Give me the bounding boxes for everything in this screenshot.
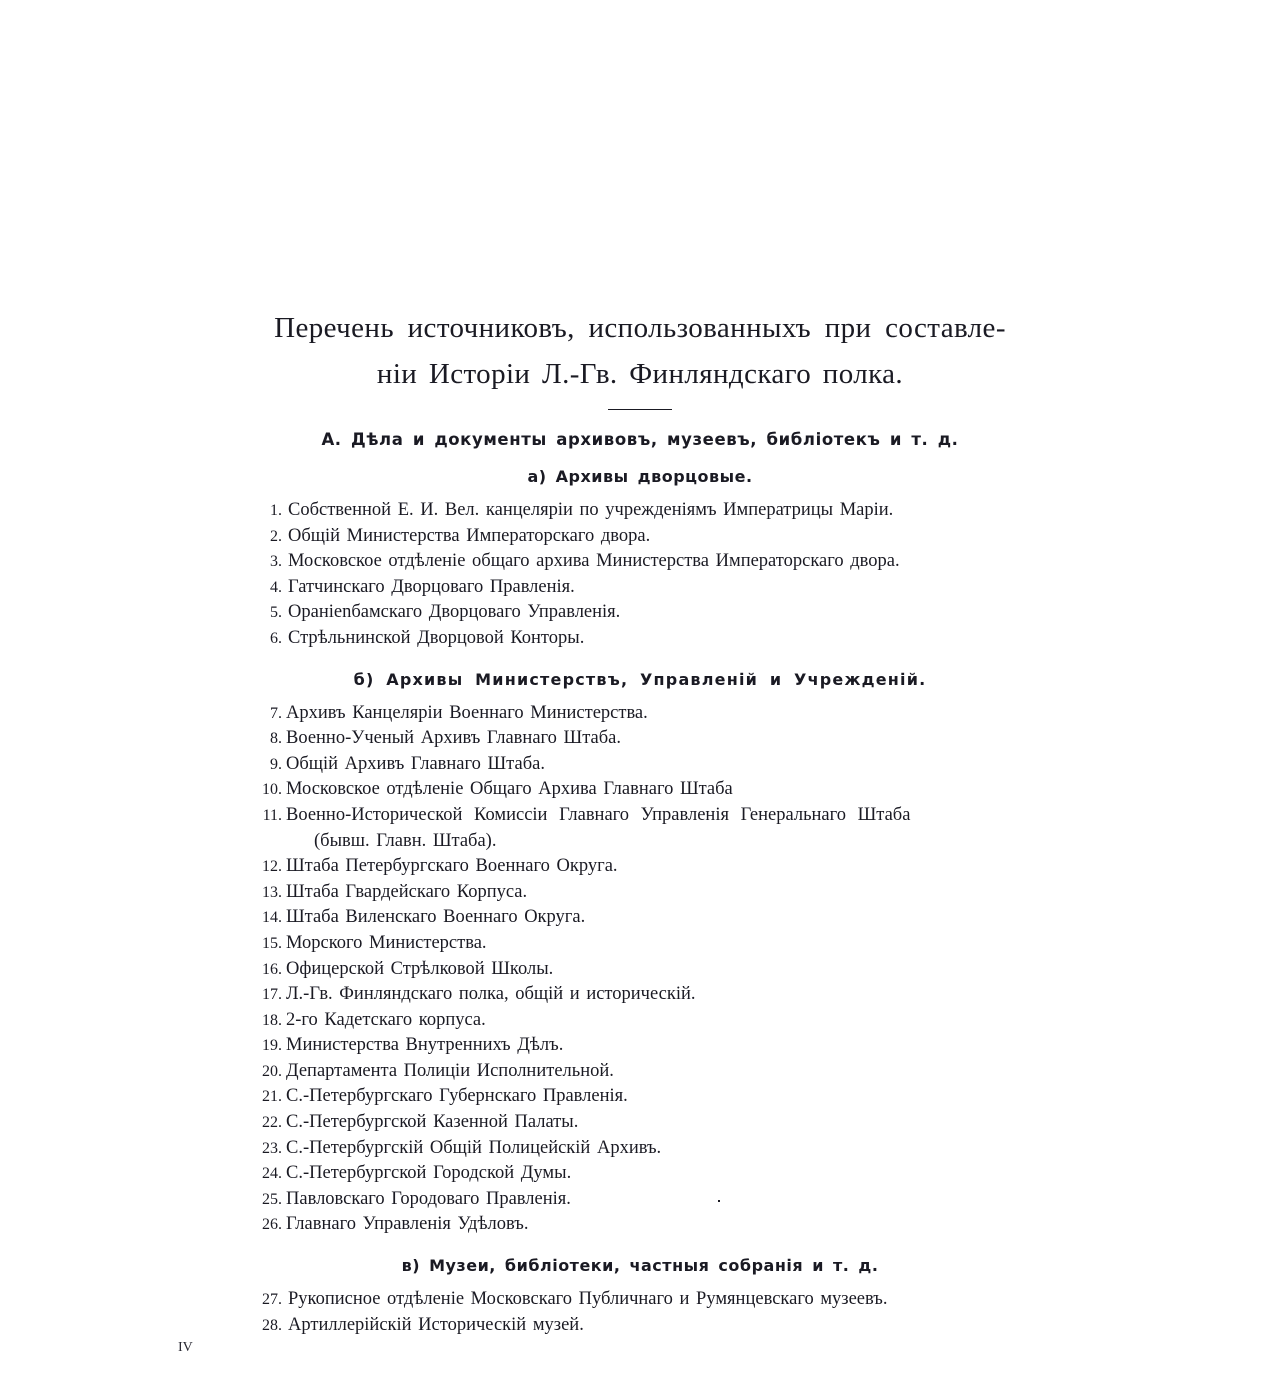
- item-number: 9.: [270, 755, 282, 773]
- item-text: Гатчинскаго Дворцоваго Правленія.: [288, 576, 575, 597]
- item-text: Штаба Петербургскаго Военнаго Округа.: [286, 856, 618, 877]
- list-item: [178, 575, 1102, 601]
- item-text: Военно-Ученый Архивъ Главнаго Штаба.: [286, 728, 621, 749]
- list-item: [178, 777, 1102, 803]
- item-text: Артиллерійскій Историческій музей.: [288, 1314, 584, 1335]
- list-item: [178, 498, 1102, 524]
- list-item: [178, 524, 1102, 550]
- item-number: 20.: [262, 1062, 282, 1080]
- subsection-heading-c: в) Музеи, библіотеки, частныя собранія и т. д.: [401, 1256, 879, 1276]
- item-text: Московское отдѣленіе общаго архива Министерства Императорскаго двора.: [288, 551, 900, 572]
- page-content: [178, 305, 1102, 1338]
- list-item: [178, 626, 1102, 652]
- list-item: [178, 1059, 1102, 1085]
- subsection-heading-a: а) Архивы дворцовые.: [527, 467, 753, 486]
- list-item: [178, 1136, 1102, 1162]
- source-list-b: [178, 701, 1102, 1238]
- list-item: [178, 1212, 1102, 1238]
- list-item: [178, 982, 1102, 1008]
- item-text: С.-Петербургскаго Губернскаго Правленія.: [286, 1086, 628, 1107]
- item-number: 6.: [270, 629, 282, 647]
- list-item: [178, 1084, 1102, 1110]
- title-divider: [608, 409, 672, 410]
- list-item: [178, 1313, 1102, 1339]
- page-title-line-1: Перечень источниковъ, использованныхъ при составле-: [274, 312, 1006, 344]
- item-number: 26.: [262, 1216, 282, 1234]
- item-text: Московское отдѣленіе Общаго Архива Главнаго Штаба: [286, 779, 733, 800]
- list-item: [178, 854, 1102, 880]
- item-number: 21.: [262, 1088, 282, 1106]
- item-number: 16.: [262, 960, 282, 978]
- list-item: [178, 701, 1102, 727]
- item-number: 7.: [270, 704, 282, 722]
- item-text: Павловскаго Городоваго Правленія.: [286, 1188, 571, 1209]
- page-folio: IV: [178, 1340, 193, 1355]
- item-text: Главнаго Управленія Удѣловъ.: [286, 1214, 529, 1235]
- item-text: С.-Петербургской Казенной Палаты.: [286, 1112, 579, 1133]
- item-number: 14.: [262, 909, 282, 927]
- section-heading-a: А. Дѣла и документы архивовъ, музеевъ, библіотекъ и т. д.: [321, 430, 959, 449]
- source-list-c: [178, 1287, 1102, 1338]
- item-number: 28.: [262, 1316, 282, 1334]
- item-text: Общій Архивъ Главнаго Штаба.: [286, 753, 545, 774]
- item-number: 22.: [262, 1114, 282, 1132]
- item-text: Штаба Гвардейскаго Корпуса.: [286, 881, 528, 902]
- page-title-line-2: ніи Исторіи Л.-Гв. Финляндскаго полка.: [376, 358, 904, 390]
- item-number: 11.: [262, 806, 282, 824]
- subsection-heading-b: б) Архивы Министерствъ, Управленій и Учрежденій.: [353, 669, 927, 689]
- list-item: [178, 880, 1102, 906]
- stray-ink-mark: [718, 1200, 720, 1202]
- item-text: 2-го Кадетскаго корпуса.: [286, 1009, 486, 1030]
- list-item: [178, 1187, 1102, 1213]
- list-item: [178, 726, 1102, 752]
- list-item: [178, 905, 1102, 931]
- item-number: 1.: [270, 502, 282, 519]
- list-item: [178, 1008, 1102, 1034]
- item-text: Общій Министерства Императорскаго двора.: [288, 525, 651, 546]
- item-text: Офицерской Стрѣлковой Школы.: [286, 958, 554, 979]
- subsection-c: [178, 1256, 1102, 1338]
- item-text: Министерства Внутреннихъ Дѣлъ.: [286, 1035, 564, 1056]
- list-item: [178, 752, 1102, 778]
- source-list-a: [178, 498, 1102, 652]
- item-text: Морского Министерства.: [286, 932, 487, 953]
- list-item: [178, 803, 1102, 854]
- item-number: 8.: [270, 730, 282, 748]
- list-item: [178, 549, 1102, 575]
- list-item: [178, 1287, 1102, 1313]
- item-text: Архивъ Канцеляріи Военнаго Министерства.: [286, 702, 648, 723]
- list-item: [178, 931, 1102, 957]
- item-number: 15.: [262, 934, 282, 952]
- subsection-a: [178, 467, 1102, 652]
- item-number: 25.: [262, 1190, 282, 1208]
- item-number: 19.: [262, 1037, 282, 1055]
- list-item: [178, 600, 1102, 626]
- list-item: [178, 1110, 1102, 1136]
- item-text: С.-Петербургскій Общій Полицейскій Архивъ.: [286, 1137, 662, 1158]
- subsection-b: [178, 670, 1102, 1238]
- list-item: [178, 1033, 1102, 1059]
- list-item: [178, 957, 1102, 983]
- item-number: 13.: [262, 883, 282, 901]
- item-number: 17.: [262, 986, 282, 1004]
- item-number: 18.: [262, 1011, 282, 1029]
- item-text: Штаба Виленскаго Военнаго Округа.: [286, 907, 586, 928]
- item-number: 2.: [270, 527, 282, 545]
- item-number: 5.: [270, 604, 282, 622]
- item-text: С.-Петербургской Городской Думы.: [286, 1163, 572, 1184]
- item-number: 23.: [262, 1139, 282, 1157]
- item-text: Стрѣльнинской Дворцовой Конторы.: [288, 627, 585, 648]
- page-title: [178, 305, 1102, 397]
- item-text: Рукописное отдѣленіе Московскаго Публичнаго и Румянцевскаго музеевъ.: [288, 1289, 888, 1310]
- item-text: Л.-Гв. Финляндскаго полка, общій и историческій.: [286, 984, 696, 1005]
- item-text: Оранienбамскаго Дворцоваго Управленія.: [288, 602, 621, 623]
- item-text: Военно-Исторической Комиссіи Главнаго Управленія Генеральнаго Штаба: [286, 804, 911, 825]
- item-number: 27.: [262, 1291, 282, 1309]
- item-number: 10.: [262, 781, 282, 799]
- item-text-continued: (бывш. Главн. Штаба).: [314, 830, 497, 851]
- item-text: Собственной Е. И. Вел. канцеляріи по учрежденіямъ Императрицы Маріи.: [288, 500, 894, 520]
- item-number: 3.: [270, 553, 282, 571]
- item-number: 24.: [262, 1165, 282, 1183]
- item-number: 12.: [262, 858, 282, 876]
- item-text: Департамента Полиціи Исполнительной.: [286, 1060, 614, 1081]
- list-item: [178, 1161, 1102, 1187]
- item-number: 4.: [270, 578, 282, 596]
